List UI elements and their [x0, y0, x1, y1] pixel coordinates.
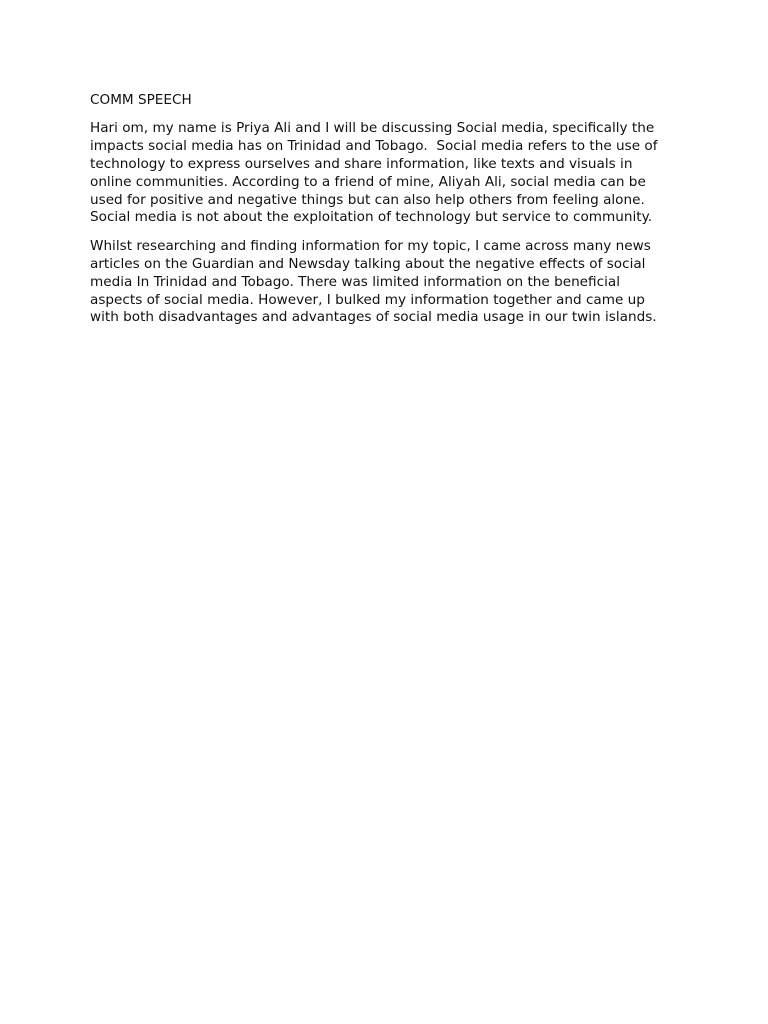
- paragraph-line: used for positive and negative things but can also help others from feeling alone.: [90, 191, 645, 208]
- paragraph-line: online communities. According to a friend of mine, Aliyah Ali, social media can be: [90, 173, 646, 190]
- paragraph-line: aspects of social media. However, I bulked my information together and came up: [90, 291, 645, 308]
- paragraph-line: Hari om, my name is Priya Ali and I will be discussing Social media, specifically the: [90, 119, 655, 136]
- paragraph-line: articles on the Guardian and Newsday talking about the negative effects of social: [90, 255, 646, 272]
- paragraph-line: technology to express ourselves and share information, like texts and visuals in: [90, 155, 633, 172]
- paragraph-line: impacts social media has on Trinidad and Tobago. Social media refers to the use of: [90, 137, 658, 154]
- paragraph-intro: [90, 120, 680, 227]
- paragraph-line: with both disadvantages and advantages of social media usage in our twin islands.: [90, 309, 657, 326]
- document-title: COMM SPEECH: [90, 92, 192, 108]
- paragraph-research: [90, 238, 680, 328]
- document-body: [90, 92, 680, 338]
- paragraph-line: media In Trinidad and Tobago. There was limited information on the beneficial: [90, 273, 620, 290]
- paragraph-line: Whilst researching and finding information for my topic, I came across many news: [90, 237, 651, 254]
- paragraph-line: Social media is not about the exploitation of technology but service to community.: [90, 209, 653, 226]
